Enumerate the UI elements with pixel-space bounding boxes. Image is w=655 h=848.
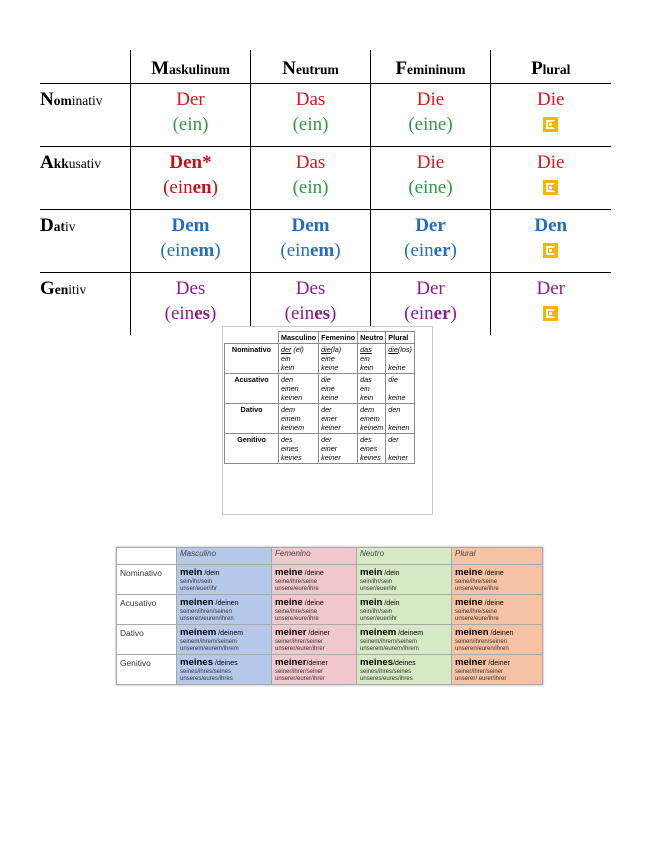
table2-row-acusativo: Acusativo den einen keinen die eine keine das ein kein die keine	[225, 374, 415, 404]
table3-row-nominativo: Nominativo mein /dein sein/ihr/sein unser/euer/ihr meine /deine seine/ihre/seine unsere/eure/ihre mein /dein sein/ihr/sein unser/euer/ihr meine /deine seine/ihre/seine unsere/eure/ihre	[117, 565, 543, 595]
table1-corner	[40, 50, 131, 84]
cell-dativ-femininum: Der (einer)	[371, 210, 491, 273]
cell-akkusativ-femininum: Die (eine)	[371, 147, 491, 210]
table3-row-dativo: Dativo meinem /deinem seinem/ihrem/seinem unserem/eurem/ihrem meiner /deiner seiner/ihrer/seiner unserer/eurer/ihrer meinem /deinem seinem/ihrem/seinem unserem/eurem/ihrem meinen /deinen seinen/ihren/seinen unseren/euren/ihren	[117, 625, 543, 655]
cell-genitiv-femininum: Der (einer)	[371, 273, 491, 336]
table3-row-genitivo: Genitivo meines /deines seines/ihres/seines unseres/eures/ihres meiner/deiner seiner/ihrer/seiner unserer/eurer/ihrer meines/deines seines/ihres/seines unseres/eures/ihres meiner /deiner seiner/ihrer/seiner unserer/ eurer/ihrer	[117, 655, 543, 685]
cell-dativ-neutrum: Dem (einem)	[251, 210, 371, 273]
table3-header-plural: Plural	[452, 548, 543, 565]
cell-genitiv-maskulinum: Des (eines)	[131, 273, 251, 336]
cell-akkusativ-neutrum: Das (ein)	[251, 147, 371, 210]
cell-genitiv-neutrum: Des (eines)	[251, 273, 371, 336]
row-label-dativ: Dativ	[40, 210, 131, 273]
cell-akkusativ-plural: Die	[491, 147, 611, 210]
table1-header-maskulinum: Maskulinum	[131, 50, 251, 84]
table2-header-neutro: Neutro	[358, 332, 386, 344]
spanish-article-table-image	[222, 326, 433, 515]
row-label-genitiv: Genitiv	[40, 273, 131, 336]
table2-row-nominativo: Nominativo der (el) ein kein die(la) eine keine das ein kein die(los) keine	[225, 344, 415, 374]
table1-header-neutrum: Neutrum	[251, 50, 371, 84]
cell-dativ-maskulinum: Dem (einem)	[131, 210, 251, 273]
cell-akkusativ-maskulinum: Den* (einen)	[131, 147, 251, 210]
cell-nominativ-neutrum: Das (ein)	[251, 84, 371, 147]
table3-header-femenino: Femenino	[272, 548, 357, 565]
table3-header-neutro: Neutro	[357, 548, 452, 565]
table3-header-row	[117, 548, 543, 565]
spanish-article-table	[224, 331, 415, 464]
table2-row-dativo: Dativo dem einem keinem der einer keiner dem einem keinem den keinen	[225, 404, 415, 434]
table2-header-row	[225, 332, 415, 344]
cell-dativ-plural: Den	[491, 210, 611, 273]
table2-row-genitivo: Genitivo des eines keines der einer keiner des eines keines der keiner	[225, 434, 415, 464]
plural-icon	[543, 117, 558, 132]
table1-row-dativ	[40, 210, 611, 273]
cell-nominativ-plural: Die	[491, 84, 611, 147]
table3-header-masculino: Masculino	[177, 548, 272, 565]
cell-nominativ-femininum: Die (eine)	[371, 84, 491, 147]
table3-row-acusativo: Acusativo meinen /deinen seinen/ihren/seinen unseren/euren/ihren meine /deine seine/ihre/seine unsere/eure/ihre mein /dein sein/ihr/sein unser/euer/ihr meine /deine seine/ihre/seine unsere/eure/ihre	[117, 595, 543, 625]
table1-row-nominativ	[40, 84, 611, 147]
row-label-nominativ: Nominativ	[40, 89, 103, 110]
cell-nominativ-maskulinum: Der (ein)	[131, 84, 251, 147]
plural-icon	[543, 306, 558, 321]
plural-icon	[543, 180, 558, 195]
table2-header-femenino: Femenino	[319, 332, 358, 344]
plural-icon	[543, 243, 558, 258]
table1-row-akkusativ	[40, 147, 611, 210]
table2-header-masculino: Masculino	[279, 332, 319, 344]
table2-header-plural: Plural	[386, 332, 415, 344]
cell-genitiv-plural: Der	[491, 273, 611, 336]
article-declension-table	[40, 50, 611, 335]
row-label-akkusativ: Akkusativ	[40, 147, 131, 210]
table1-header-row	[40, 50, 611, 84]
table1-header-femininum: Femininum	[371, 50, 491, 84]
possessive-pronoun-table	[116, 547, 543, 685]
table1-header-plural: Plural	[491, 50, 611, 84]
